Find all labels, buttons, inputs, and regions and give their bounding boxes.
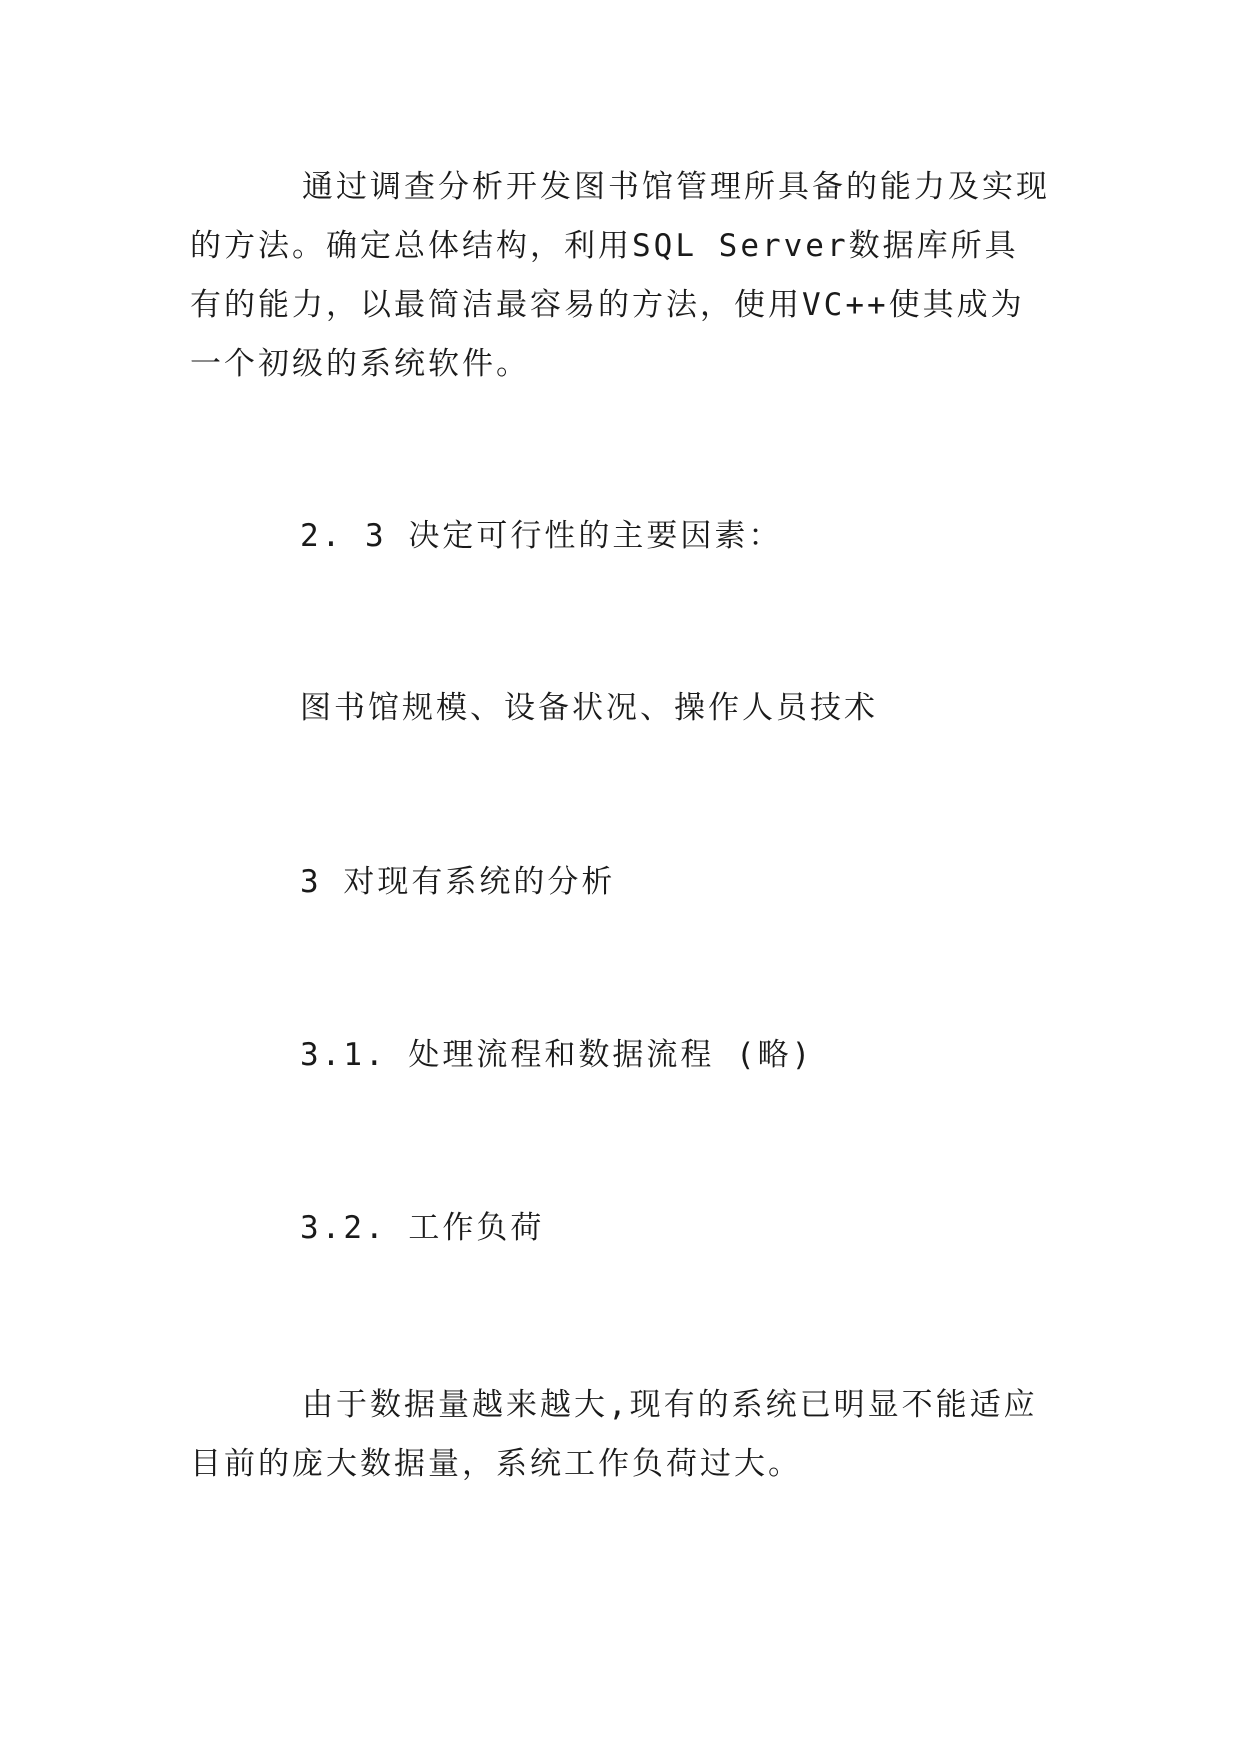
section-heading-3-1: 3.1. 处理流程和数据流程 (略) [300,1037,814,1073]
intro-paragraph: 通过调查分析开发图书馆管理所具备的能力及实现的方法。确定总体结构，利用SQL Server数据库所具有的能力，以最简洁最容易的方法，使用VC++使其成为一个初级的系统软件。 [190,169,1050,382]
workload-paragraph: 由于数据量越来越大,现有的系统已明显不能适应目前的庞大数据量，系统工作负荷过大。 [190,1387,1038,1482]
section-heading-3: 3 对现有系统的分析 [300,864,616,900]
feasibility-factors-text: 图书馆规模、设备状况、操作人员技术 [300,690,878,726]
section-heading-2-3: 2. 3 决定可行性的主要因素： [300,518,783,554]
section-heading-3-2: 3.2. 工作负荷 [300,1210,545,1246]
